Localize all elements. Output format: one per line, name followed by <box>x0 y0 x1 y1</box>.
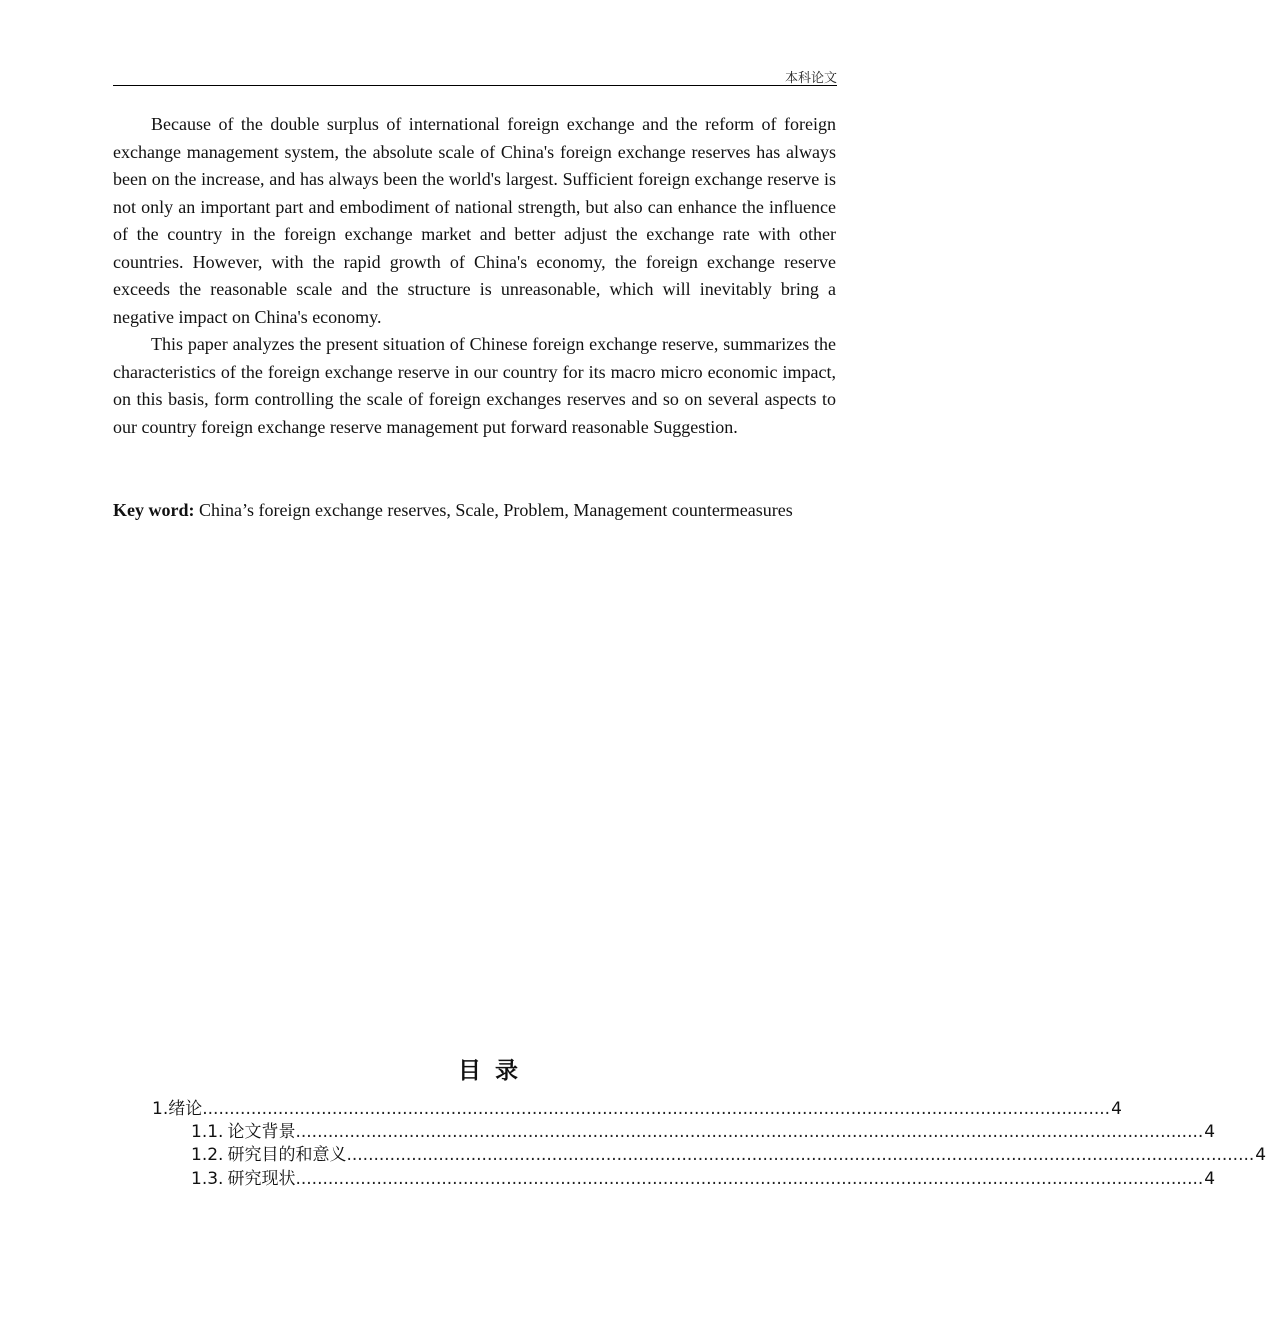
toc-entry-page: 4 <box>1204 1169 1216 1189</box>
running-header: 本科论文 <box>784 71 837 86</box>
toc-entry-label: 论文背景 <box>227 1122 296 1142</box>
keywords-text: China’s foreign exchange reserves, Scale, Problem, Management countermeasures <box>198 500 793 520</box>
toc-entry-page: 4 <box>1204 1122 1216 1142</box>
toc-entry-label: 研究目的和意义 <box>227 1145 347 1165</box>
toc-dot-leader: ........................................................................................................................................................................ <box>346 1145 1255 1165</box>
toc-title: 目录 <box>458 1058 532 1084</box>
toc-entry-page: 4 <box>1111 1099 1122 1119</box>
toc-entry[interactable] <box>191 1164 1216 1189</box>
header-rule <box>113 85 837 86</box>
toc-entry-page: 4 <box>1255 1145 1266 1165</box>
abstract-paragraph: Because of the double surplus of international foreign exchange and the reform of foreign exchange management system, the absolute scale of China's foreign exchange reserves has always been on the increase, and has always been the world's largest. Sufficient foreign exchange reserve is not only an important part and embodiment of national strength, but also can enhance the influence of the country in the foreign exchange market and better adjust the exchange rate with other countries. However, with the rapid growth of China's economy, the foreign exchange reserve exceeds the reasonable scale and the structure is unreasonable, which will inevitably bring a negative impact on China's economy. <box>113 114 836 327</box>
keywords-line <box>113 497 848 524</box>
toc-dot-leader: ........................................................................................................................................................................ <box>295 1122 1204 1142</box>
toc-dot-leader: ........................................................................................................................................................................ <box>295 1169 1204 1189</box>
english-abstract <box>113 111 836 441</box>
toc-entry-number: 1. <box>152 1099 169 1119</box>
toc-entry-number: 1.3. <box>191 1169 224 1189</box>
toc-entry-number: 1.2. <box>191 1145 224 1165</box>
keywords-label: Key word: <box>113 500 195 520</box>
toc-entry-label: 研究现状 <box>227 1169 296 1189</box>
toc-entry-number: 1.1. <box>191 1122 224 1142</box>
toc-dot-leader: ........................................................................................................................................................................ <box>202 1099 1111 1119</box>
toc-entry-label: 绪论 <box>168 1099 203 1119</box>
toc-entry[interactable] <box>191 1117 1216 1142</box>
abstract-paragraph: This paper analyzes the present situation of Chinese foreign exchange reserve, summarizes the characteristics of the foreign exchange reserve in our country for its macro micro economic impact, on this basis, form controlling the scale of foreign exchanges reserves and so on several aspects to our country foreign exchange reserve management put forward reasonable Suggestion. <box>113 334 836 437</box>
toc-entry[interactable] <box>191 1140 1266 1165</box>
toc-entry[interactable] <box>152 1094 1122 1119</box>
